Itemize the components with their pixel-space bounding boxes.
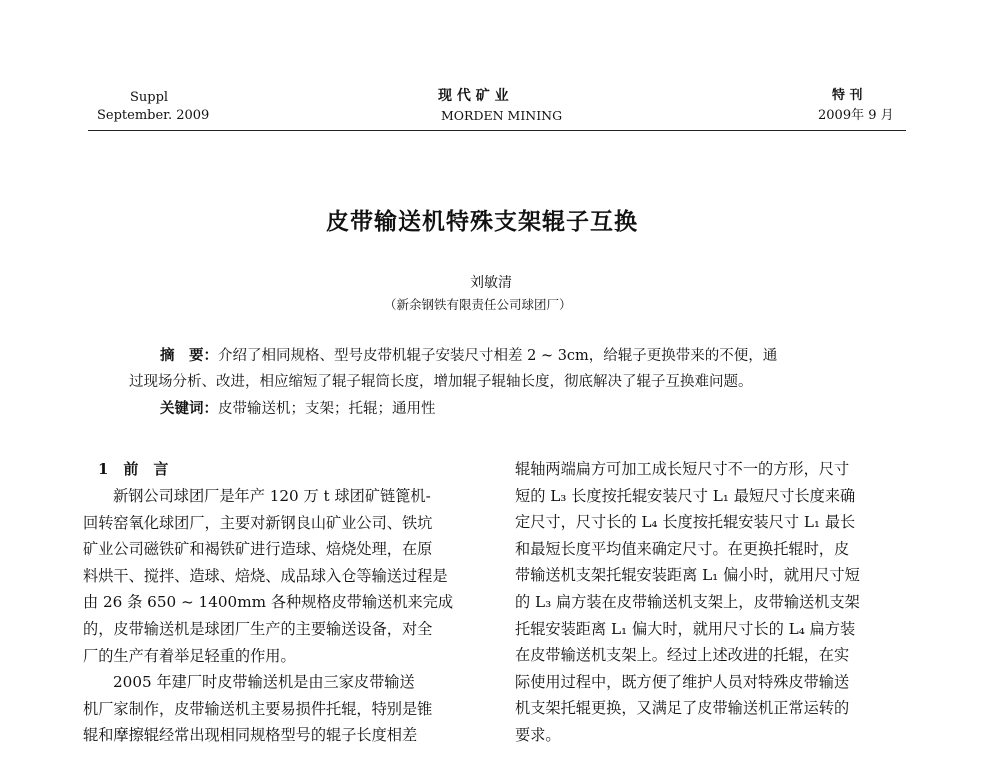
right-line: 要求。 xyxy=(515,725,561,744)
article-affiliation: （新余钢铁有限责任公司球团厂） xyxy=(384,297,572,312)
right-line: 定尺寸，尺寸长的 L₄ 长度按托辊安装尺寸 L₁ 最长 xyxy=(515,513,856,532)
right-line: 短的 L₃ 长度按托辊安装尺寸 L₁ 最短尺寸长度来确 xyxy=(515,486,856,505)
left-line: 2005 年建厂时皮带输送机是由三家皮带输送 xyxy=(113,673,415,692)
keywords-line xyxy=(160,396,436,422)
journal-supplement-label: Suppl xyxy=(130,90,169,105)
left-line: 机厂家制作，皮带输送机主要易损件托辊，特别是锥 xyxy=(83,699,433,718)
keywords-text: 皮带输送机；支架；托辊；通用性 xyxy=(218,401,436,417)
journal-issue-date-en: September. 2009 xyxy=(97,108,210,123)
left-line: 回转窑氧化球团厂，主要对新钢良山矿业公司、铁坑 xyxy=(83,513,433,532)
journal-special-issue-label: 特 刊 xyxy=(832,88,863,103)
keywords-label: 关键词： xyxy=(160,400,218,417)
left-line: 矿业公司磁铁矿和褐铁矿进行造球、焙烧处理，在原 xyxy=(83,540,433,559)
article-author: 刘敏清 xyxy=(470,275,512,291)
right-line: 带输送机支架托辊安装距离 L₁ 偏小时，就用尺寸短 xyxy=(515,566,860,585)
right-line: 和最短长度平均值来确定尺寸。在更换托辊时，皮 xyxy=(515,539,850,558)
header-rule xyxy=(88,130,906,131)
right-line: 辊轴两端扁方可加工成长短尺寸不一的方形，尺寸 xyxy=(515,460,850,478)
left-line: 的，皮带输送机是球团厂生产的主要输送设备，对全 xyxy=(83,619,433,638)
right-line: 的 L₃ 扁方装在皮带输送机支架上，皮带输送机支架 xyxy=(515,592,860,611)
section-heading-introduction: 1 前 言 xyxy=(98,460,169,478)
right-line: 在皮带输送机支架上。经过上述改进的托辊，在实 xyxy=(515,646,850,665)
abstract-label: 摘 要： xyxy=(160,347,218,364)
abstract-line-2: 过现场分析、改进，相应缩短了辊子辊筒长度，增加辊子辊轴长度，彻底解决了辊子互换难问题。 xyxy=(129,374,753,390)
right-line: 托辊安装距离 L₁ 偏大时，就用尺寸长的 L₄ 扁方装 xyxy=(515,619,856,638)
left-line: 料烘干、搅拌、造球、焙烧、成品球入仓等输送过程是 xyxy=(83,566,448,585)
abstract-text-1: 介绍了相同规格、型号皮带机辊子安装尺寸相差 2 ~ 3cm，给辊子更换带来的不便，通 xyxy=(218,348,778,364)
right-line: 际使用过程中，既方便了维护人员对特殊皮带输送 xyxy=(515,672,850,691)
journal-name-cn: 现 代 矿 业 xyxy=(438,88,509,104)
journal-issue-date-cn: 2009年 9 月 xyxy=(818,108,894,123)
left-line: 辊和摩擦辊经常出现相同规格型号的辊子长度相差 xyxy=(83,726,418,745)
right-line: 机支架托辊更换，又满足了皮带输送机正常运转的 xyxy=(515,699,850,718)
journal-name-en: MORDEN MINING xyxy=(441,108,563,123)
left-line: 由 26 条 650 ~ 1400mm 各种规格皮带输送机来完成 xyxy=(83,593,454,612)
left-line: 新钢公司球团厂是年产 120 万 t 球团矿链篦机- xyxy=(113,487,431,505)
left-line: 厂的生产有着举足轻重的作用。 xyxy=(83,646,296,665)
left-column xyxy=(83,483,491,749)
article-title: 皮带输送机特殊支架辊子互换 xyxy=(326,208,638,235)
abstract-line-1 xyxy=(160,343,777,369)
right-column xyxy=(515,456,910,749)
